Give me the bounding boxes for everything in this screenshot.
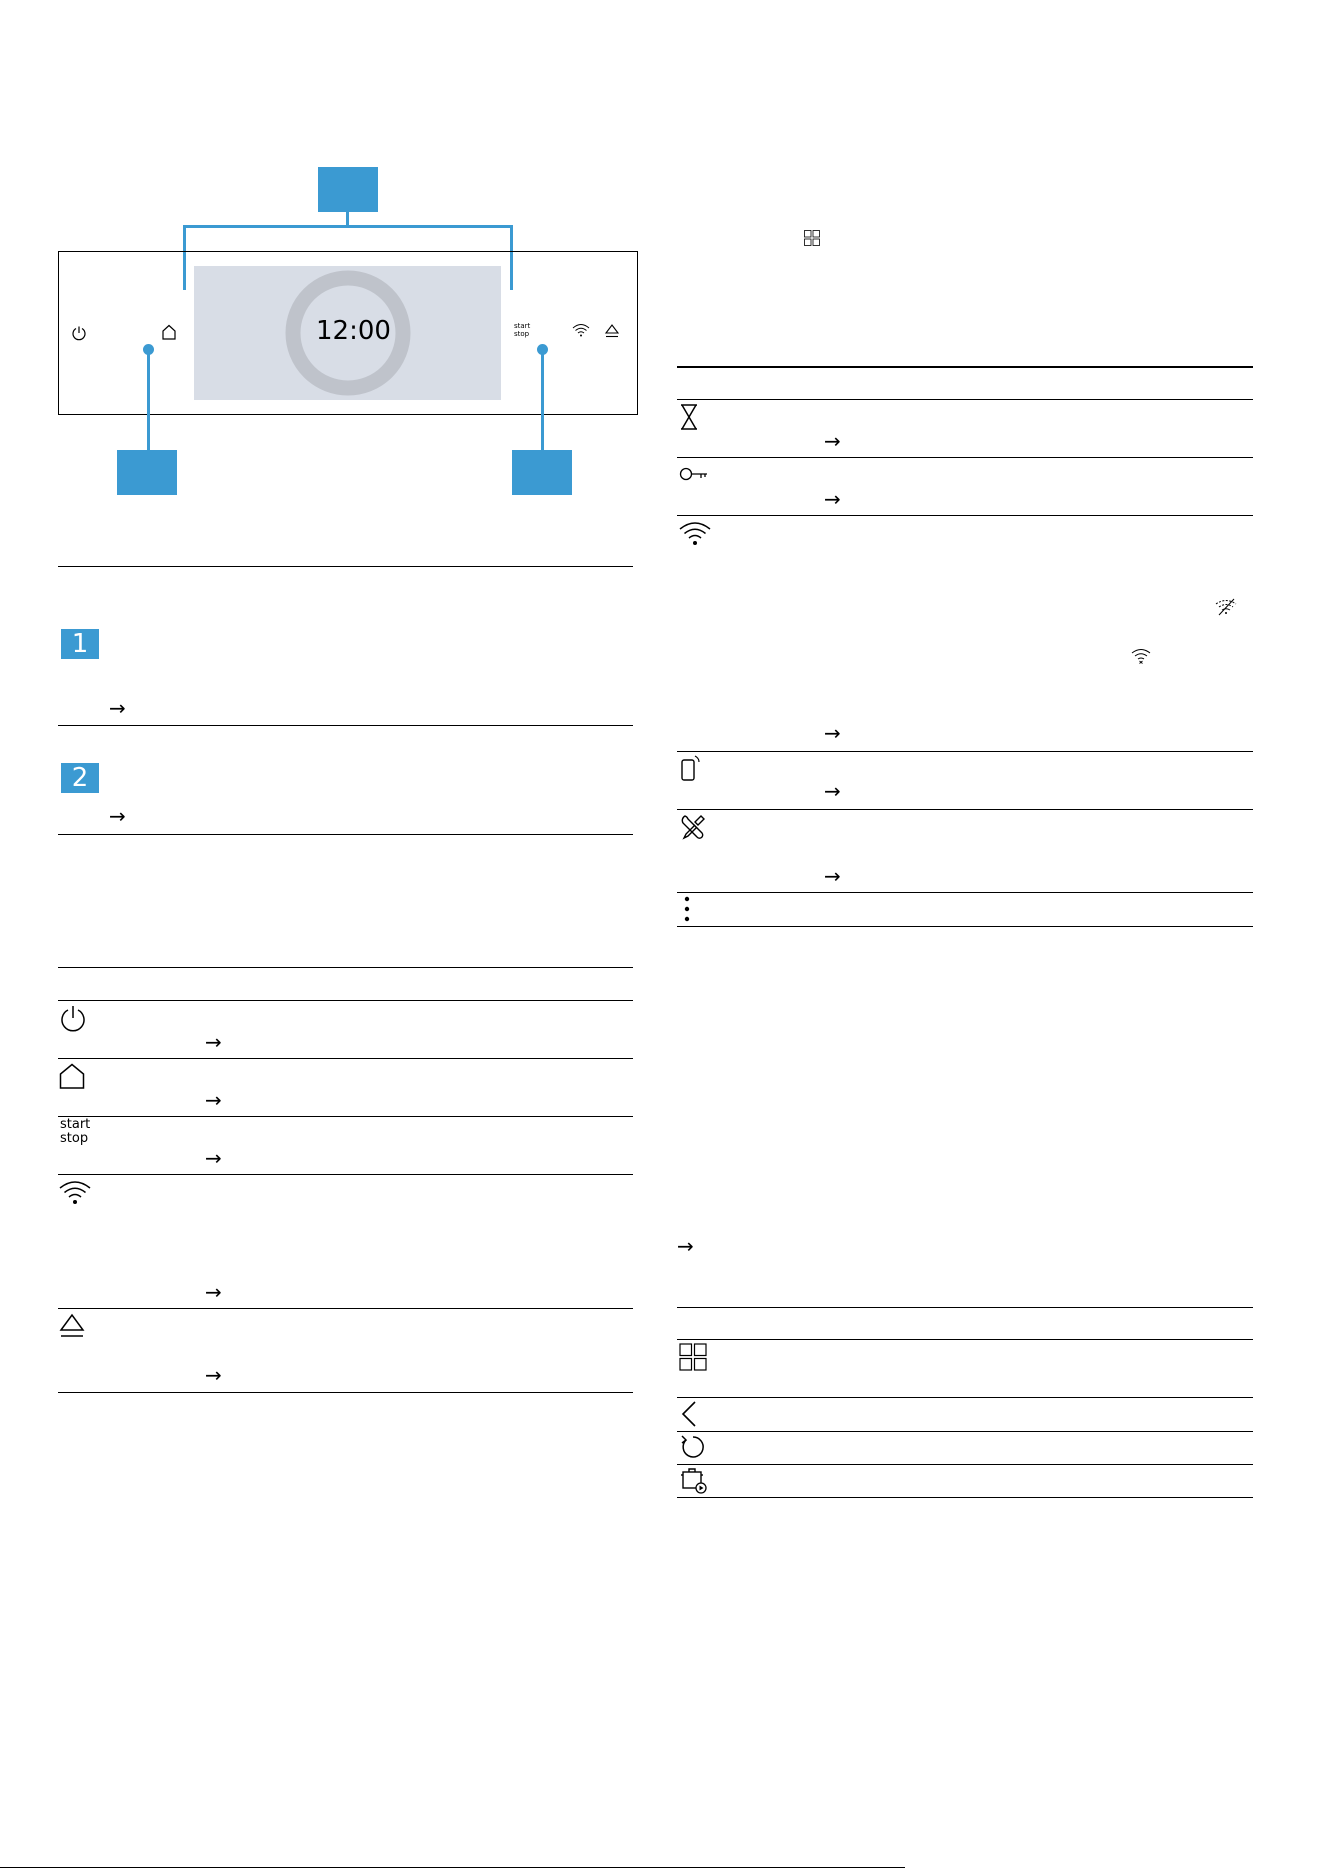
callout-bracket-bar <box>183 225 513 228</box>
eject-icon[interactable] <box>604 323 620 339</box>
arrow-ref: → <box>205 1030 222 1054</box>
table-rule <box>58 967 633 968</box>
back-chevron-icon <box>680 1400 698 1428</box>
table-rule <box>58 1392 633 1393</box>
table-rule <box>677 1497 1253 1498</box>
stop-label: stop <box>60 1131 89 1146</box>
section-badge-1: 1 <box>61 629 99 659</box>
wifi-connecting-icon <box>1131 648 1151 664</box>
section-rule <box>58 725 633 726</box>
table-rule <box>58 1000 633 1001</box>
callout-leader-left <box>147 350 150 450</box>
callout-box-top <box>318 167 378 212</box>
arrow-ref: → <box>109 804 126 828</box>
table-rule <box>677 1397 1253 1398</box>
grid-1234-icon <box>804 230 820 246</box>
table-rule <box>677 399 1253 400</box>
arrow-ref: → <box>824 721 841 745</box>
arrow-ref: → <box>677 1234 694 1258</box>
arrow-ref: → <box>205 1088 222 1112</box>
key-icon <box>679 466 709 482</box>
arrow-ref: → <box>109 696 126 720</box>
power-icon[interactable] <box>71 325 87 341</box>
home-icon[interactable] <box>161 324 177 340</box>
arrow-ref: → <box>824 429 841 453</box>
start-label: start <box>60 1117 91 1132</box>
table-rule <box>677 1464 1253 1465</box>
wifi-off-icon <box>1215 598 1237 616</box>
wifi-icon[interactable] <box>572 323 590 337</box>
table-rule <box>58 1058 633 1059</box>
reset-icon <box>679 1433 707 1461</box>
home-icon <box>58 1062 86 1090</box>
panel-start-label[interactable]: start <box>514 322 531 330</box>
section-rule <box>58 834 633 835</box>
display-time: 12:00 <box>316 316 391 346</box>
table-rule <box>677 366 1253 368</box>
callout-bracket-stem <box>346 211 349 226</box>
table-rule <box>677 751 1253 752</box>
remote-start-icon <box>680 754 702 782</box>
arrow-ref: → <box>205 1146 222 1170</box>
arrow-ref: → <box>824 864 841 888</box>
table-rule <box>58 1308 633 1309</box>
eject-icon <box>59 1313 85 1339</box>
panel-stop-label[interactable]: stop <box>514 330 530 338</box>
table-rule <box>677 809 1253 810</box>
hourglass-icon <box>679 403 699 431</box>
section-rule <box>58 566 633 567</box>
wifi-icon <box>678 520 712 546</box>
arrow-ref: → <box>824 487 841 511</box>
callout-box-right <box>512 450 572 495</box>
table-rule <box>58 1174 633 1175</box>
table-rule <box>677 515 1253 516</box>
table-rule <box>677 926 1253 927</box>
callout-box-left <box>117 450 177 495</box>
section-badge-2: 2 <box>61 763 99 793</box>
table-rule <box>677 892 1253 893</box>
table-rule <box>677 1307 1253 1308</box>
arrow-ref: → <box>824 779 841 803</box>
footer-rule <box>0 1867 905 1868</box>
cooking-pot-play-icon <box>680 1466 708 1494</box>
wrench-icon <box>679 813 707 841</box>
arrow-ref: → <box>205 1363 222 1387</box>
callout-leader-right <box>541 350 544 450</box>
table-rule <box>58 1116 633 1117</box>
table-rule <box>677 1431 1253 1432</box>
more-options-icon <box>683 896 691 922</box>
grid-1234-icon <box>679 1343 707 1371</box>
arrow-ref: → <box>205 1280 222 1304</box>
power-icon <box>59 1004 87 1032</box>
table-rule <box>677 1339 1253 1340</box>
table-rule <box>677 457 1253 458</box>
wifi-icon <box>58 1179 92 1205</box>
